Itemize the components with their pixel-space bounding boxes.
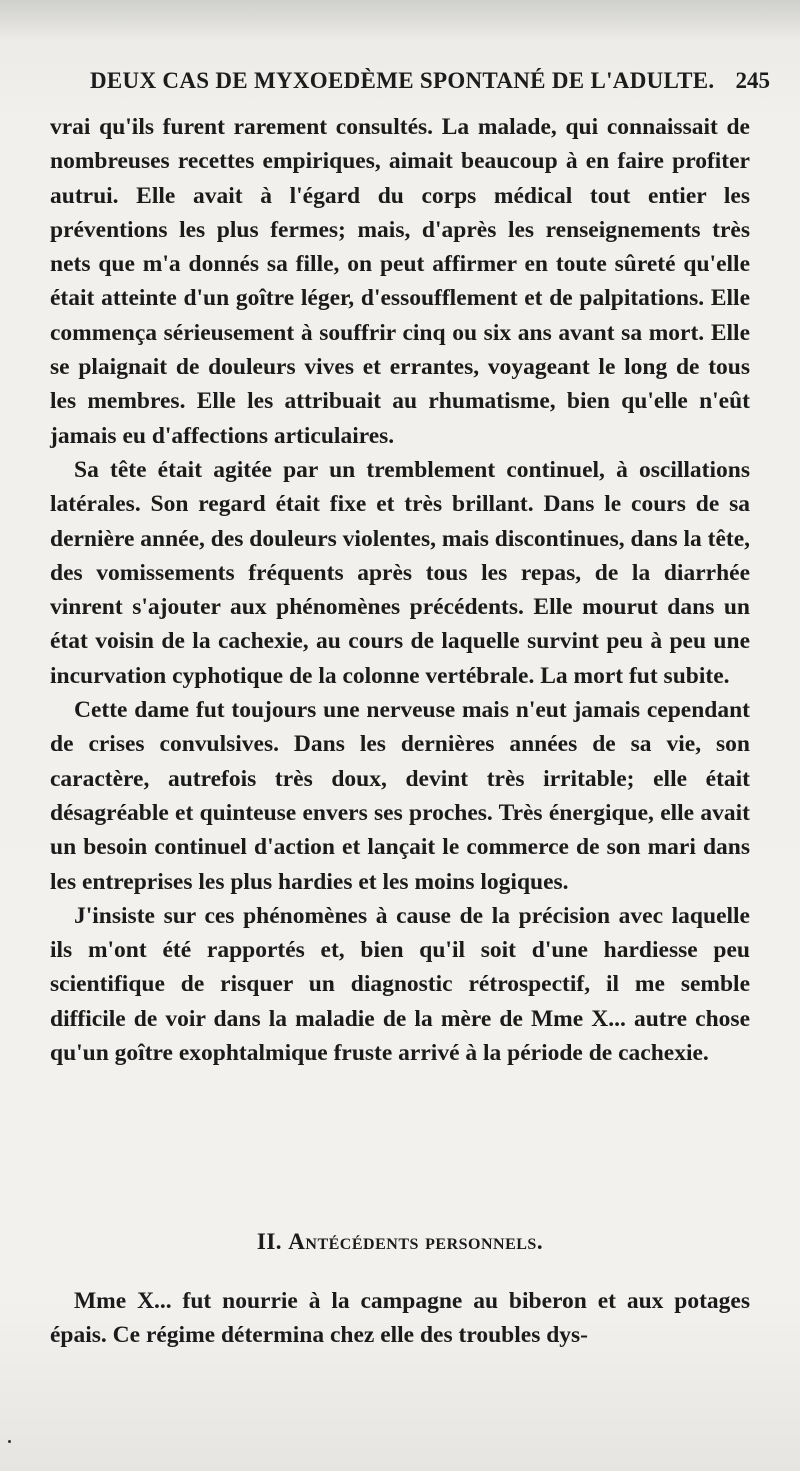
page-number: 245: [735, 68, 770, 93]
section-heading: [50, 1229, 750, 1255]
section-title: Antécédents personnels.: [288, 1229, 544, 1254]
paragraph-2: Sa tête était agitée par un tremblement continuel, à oscillations latérales. Son regard était fixe et très brillant. Dans le cours de sa dernière année, des douleurs violentes, mais discontinues, dans la tête, des vomissements fréquents après tous les repas, de la diarrhée vinrent s'ajouter aux phénomènes précédents. Elle mourut dans un état voisin de la cachexie, au cours de laquelle survint peu à peu une incurvation cyphotique de la colonne vertébrale. La mort fut subite.: [50, 456, 751, 689]
body-text: [50, 110, 750, 1070]
paragraph-1: vrai qu'ils furent rarement consultés. La malade, qui connaissait de nombreuses recettes empiriques, aimait beaucoup à en faire profiter autrui. Elle avait à l'égard du corps médical tout entier les préventions les plus fermes; mais, d'après les renseignements très nets que m'a donnés sa fille, on peut affirmer en toute sûreté qu'elle était atteinte d'un goître léger, d'essoufflement et de palpitations. Elle commença sérieusement à souffrir cinq ou six ans avant sa mort. Elle se plaignait de douleurs vives et errantes, voyageant le long de tous les membres. Elle les attribuait au rhumatisme, bien qu'elle n'eût jamais eu d'affections articulaires.: [50, 114, 750, 449]
running-title: DEUX CAS DE MYXOEDÈME SPONTANÉ DE L'ADULTE.: [90, 68, 715, 93]
scan-speck: [8, 1440, 11, 1443]
closing-text: [50, 1284, 750, 1353]
paragraph-3: Cette dame fut toujours une nerveuse mais n'eut jamais cependant de crises convulsives. Dans les dernières années de sa vie, son caractère, autrefois très doux, devint très irritable; elle était désagréable et quinteuse envers ses proches. Très énergique, elle avait un besoin continuel d'action et lançait le commerce de son mari dans les entreprises les plus hardies et les moins logiques.: [50, 697, 750, 895]
running-head: [90, 68, 770, 108]
paragraph-5: Mme X... fut nourrie à la campagne au biberon et aux potages épais. Ce régime détermina chez elle des troubles dys-: [50, 1288, 750, 1349]
section-numeral: II.: [256, 1229, 283, 1254]
paragraph-4: J'insiste sur ces phénomènes à cause de la précision avec laquelle ils m'ont été rapportés et, bien qu'il soit d'une hardiesse peu scientifique de risquer un diagnostic rétrospectif, il me semble difficile de voir dans la maladie de la mère de Mme X... autre chose qu'un goître exophtalmique fruste arrivé à la période de cachexie.: [50, 902, 750, 1067]
